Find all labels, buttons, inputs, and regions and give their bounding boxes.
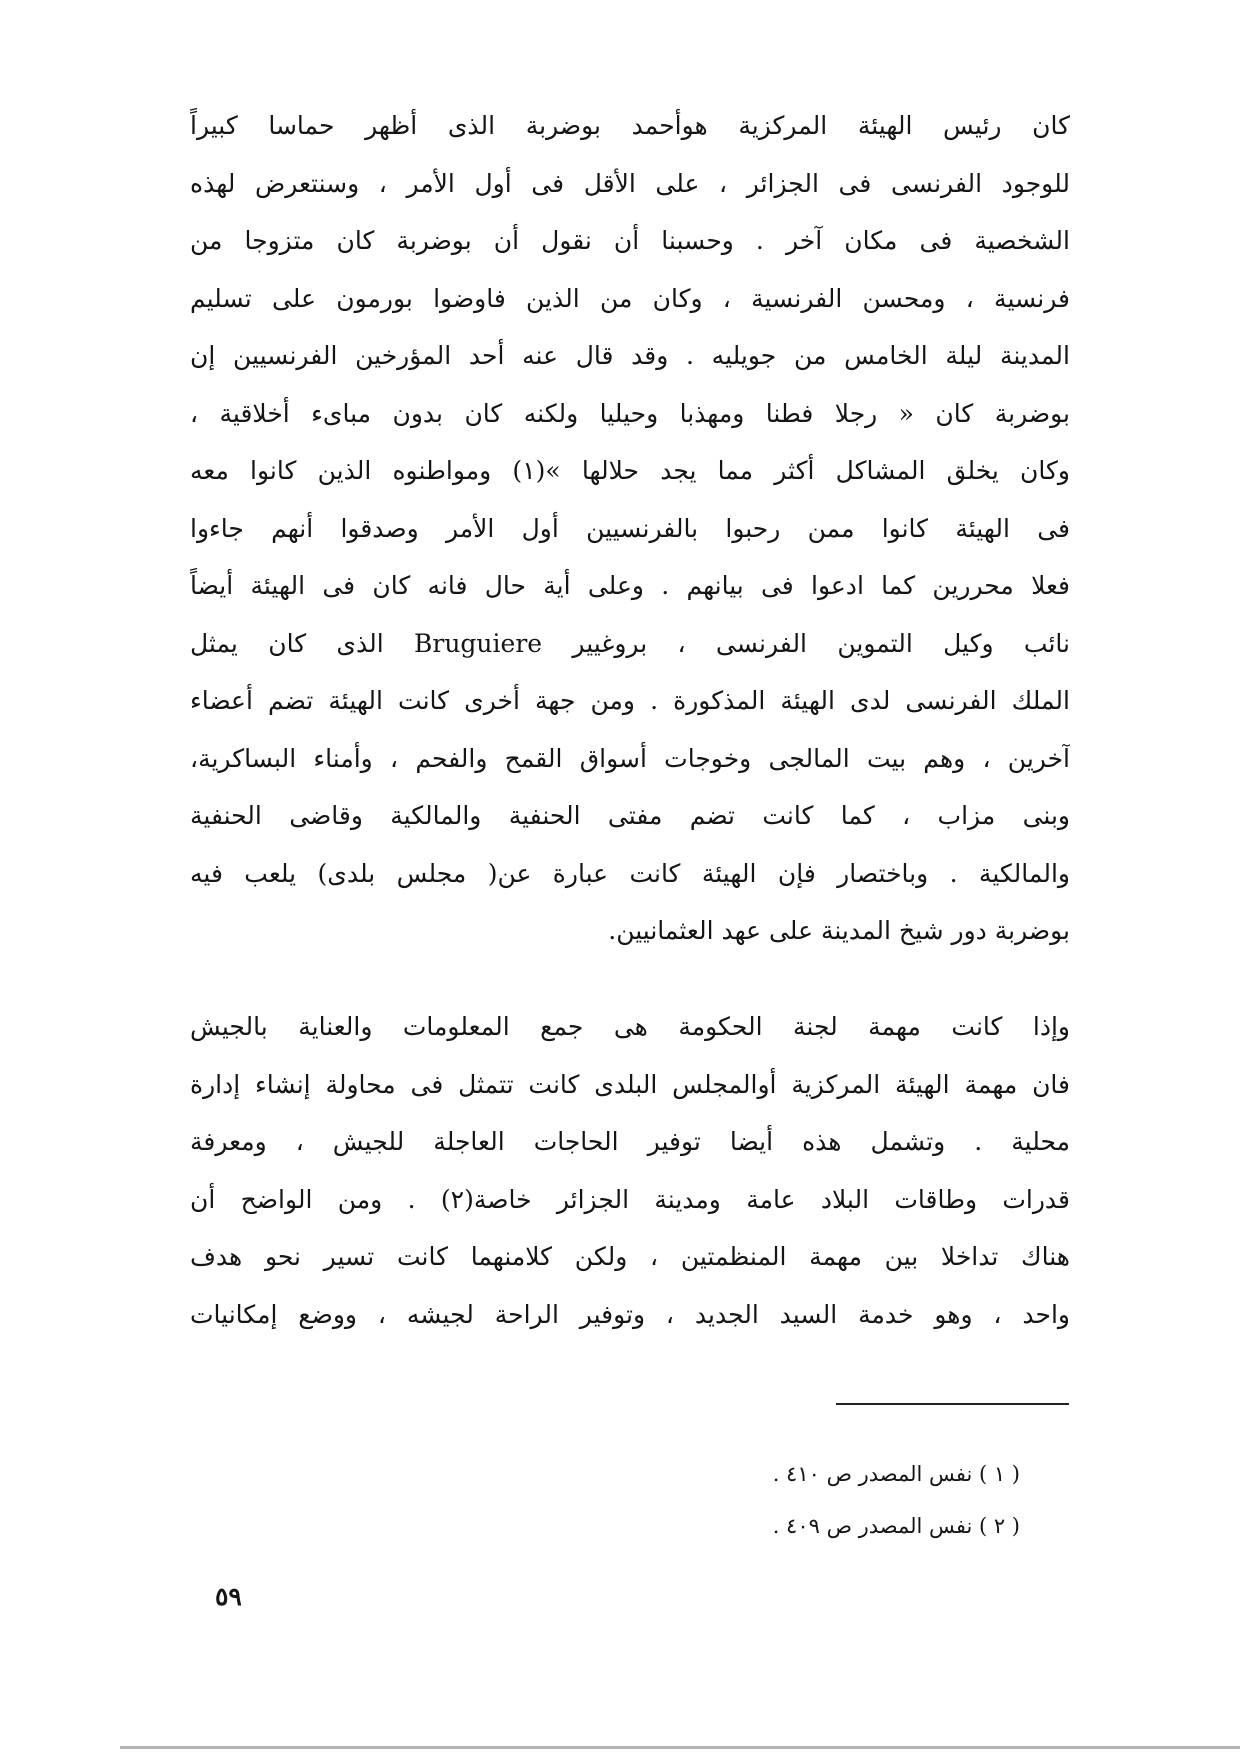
text-line: نائب وكيل التموين الفرنسى ، بروغيير Bruguiere الذى كان يمثل [190, 628, 1070, 658]
text-line: قدرات وطاقات البلاد عامة ومدينة الجزائر خاصة(٢) . ومن الواضح أن [190, 1184, 1070, 1214]
text-line: آخرين ، وهم بيت المالجى وخوجات أسواق القمح والفحم ، وأمناء البساكرية، [190, 743, 1070, 773]
body-paragraph-1 [190, 97, 1070, 960]
page-number: ٥٩ [215, 1582, 242, 1611]
text-line: فى الهيئة كانوا ممن رحبوا بالفرنسيين أول الأمر وصدقوا أنهم جاءوا [190, 513, 1070, 543]
text-line: فرنسية ، ومحسن الفرنسية ، وكان من الذين فاوضوا بورمون على تسليم [190, 283, 1070, 313]
text-line: كان رئيس الهيئة المركزية هوأحمد بوضربة الذى أظهر حماسا كبيراً [190, 111, 1070, 140]
text-line: والمالكية . وباختصار فإن الهيئة كانت عبارة عن( مجلس بلدى) يلعب فيه [190, 858, 1070, 888]
text-line: فان مهمة الهيئة المركزية أوالمجلس البلدى كانت تتمثل فى محاولة إنشاء إدارة [190, 1069, 1070, 1099]
body-paragraph-2 [190, 998, 1070, 1343]
footnote-1: ( ١ ) نفس المصدر ص ٤١٠ . [772, 1462, 1020, 1486]
text-line: للوجود الفرنسى فى الجزائر ، على الأقل فى أول الأمر ، وسنتعرض لهذه [190, 168, 1070, 198]
text-line: فعلا محررين كما ادعوا فى بيانهم . وعلى أية حال فانه كان فى الهيئة أيضاً [190, 571, 1070, 600]
footnotes [600, 1448, 1020, 1552]
footnote-separator [836, 1403, 1069, 1405]
text-line: الشخصية فى مكان آخر . وحسبنا أن نقول أن بوضربة كان متزوجا من [190, 226, 1070, 255]
text-line: محلية . وتشمل هذه أيضا توفير الحاجات العاجلة للجيش ، ومعرفة [190, 1127, 1070, 1156]
text-line: الملك الفرنسى لدى الهيئة المذكورة . ومن جهة أخرى كانت الهيئة تضم أعضاء [190, 686, 1070, 715]
footnote-2: ( ٢ ) نفس المصدر ص ٤٠٩ . [772, 1514, 1020, 1538]
text-line: هناك تداخلا بين مهمة المنظمتين ، ولكن كلامنهما كانت تسير نحو هدف [190, 1242, 1070, 1271]
text-line: المدينة ليلة الخامس من جويليه . وقد قال عنه أحد المؤرخين الفرنسيين إن [190, 341, 1070, 370]
text-line: بوضربة دور شيخ المدينة على عهد العثمانيين. [608, 916, 1070, 945]
scan-bottom-edge [120, 1746, 1240, 1749]
text-line: واحد ، وهو خدمة السيد الجديد ، وتوفير الراحة لجيشه ، ووضع إمكانيات [190, 1299, 1070, 1329]
text-line: وكان يخلق المشاكل أكثر مما يجد حلالها »(١) ومواطنوه الذين كانوا معه [190, 456, 1070, 485]
text-line: بوضربة كان « رجلا فطنا ومهذبا وحيليا ولكنه كان بدون مباىء أخلاقية ، [190, 398, 1070, 428]
text-line: وإذا كانت مهمة لجنة الحكومة هى جمع المعلومات والعناية بالجيش [190, 1012, 1070, 1041]
text-line: وبنى مزاب ، كما كانت تضم مفتى الحنفية والمالكية وقاضى الحنفية [190, 801, 1070, 830]
